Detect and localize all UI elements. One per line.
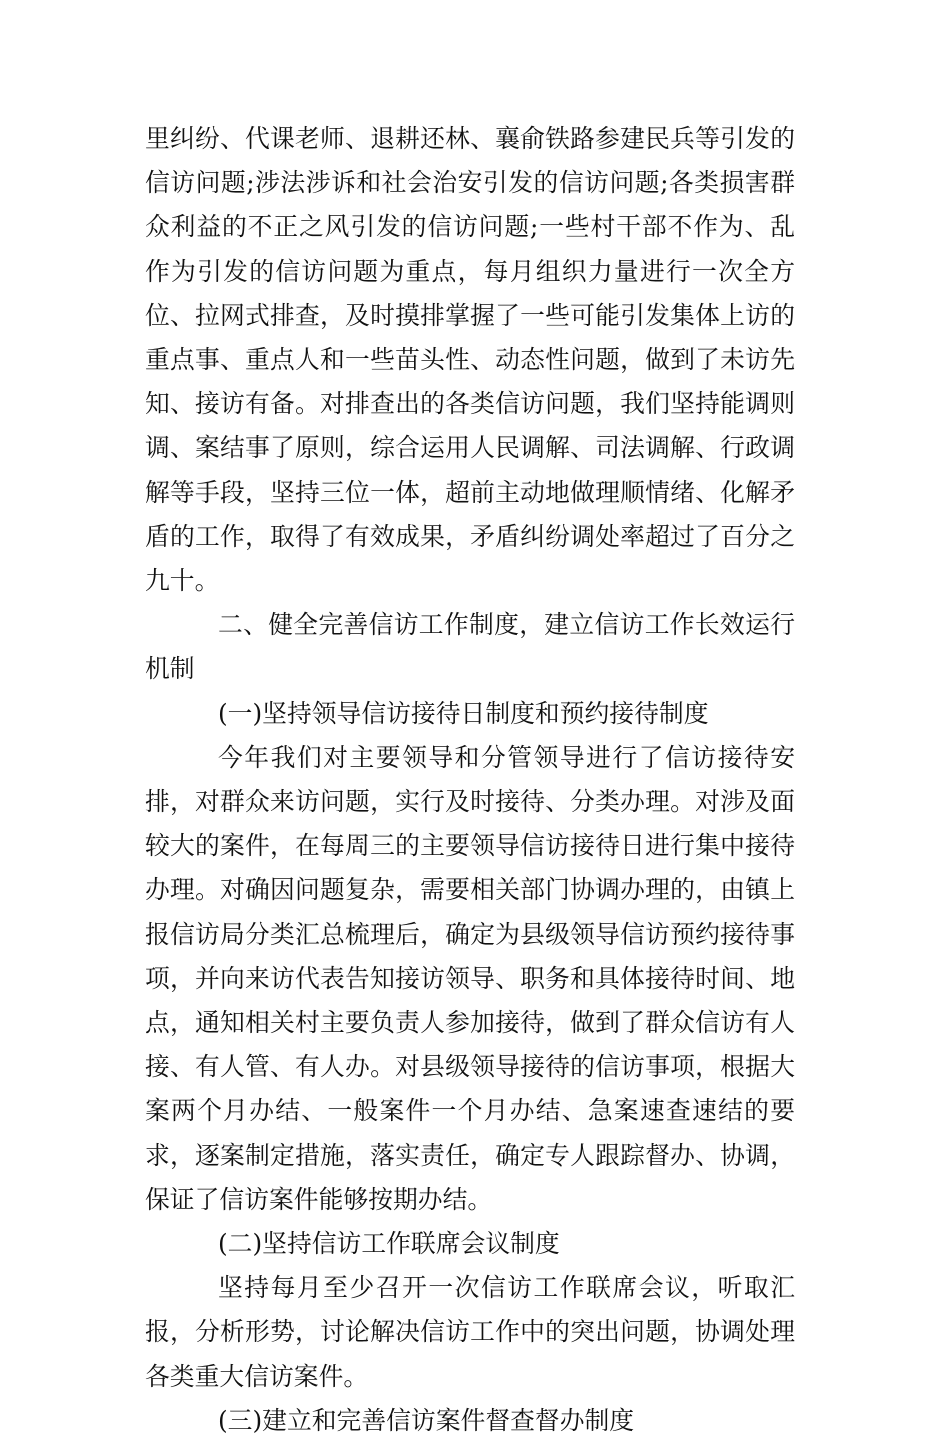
subsection-heading-2: (二)坚持信访工作联席会议制度 — [218, 1229, 560, 1259]
subsection-heading-1: (一)坚持领导信访接待日制度和预约接待制度 — [218, 698, 709, 728]
section-heading-2: 二、健全完善信访工作制度，建立信访工作长效运行机制 — [145, 610, 795, 684]
body-paragraph-meeting: 坚持每月至少召开一次信访工作联席会议，听取汇报，分析形势，讨论解决信访工作中的突出问题，协调处理各类重大信访案件。 — [145, 1273, 795, 1391]
body-paragraph-continued: 里纠纷、代课老师、退耕还林、襄俞铁路参建民兵等引发的信访问题;涉法涉诉和社会治安引发的信访问题;各类损害群众利益的不正之风引发的信访问题;一些村干部不作为、乱作为引发的信访问题为重点，每月组织力量进行一次全方位、拉网式排查，及时摸排掌握了一些可能引发集体上访的重点事、重点人和一些苗头性、动态性问题，做到了未访先知、接访有备。对排查出的各类信访问题，我们坚持能调则调、案结事了原则，综合运用人民调解、司法调解、行政调解等手段，坚持三位一体，超前主动地做理顺情绪、化解矛盾的工作，取得了有效成果，矛盾纠纷调处率超过了百分之九十。 — [145, 124, 795, 596]
document-body — [145, 117, 795, 1443]
subsection-heading-3: (三)建立和完善信访案件督查督办制度 — [218, 1405, 635, 1435]
body-paragraph-reception: 今年我们对主要领导和分管领导进行了信访接待安排，对群众来访问题，实行及时接待、分类办理。对涉及面较大的案件，在每周三的主要领导信访接待日进行集中接待办理。对确因问题复杂，需要相关部门协调办理的，由镇上报信访局分类汇总梳理后，确定为县级领导信访预约接待事项，并向来访代表告知接访领导、职务和具体接待时间、地点，通知相关村主要负责人参加接待，做到了群众信访有人接、有人管、有人办。对县级领导接待的信访事项，根据大案两个月办结、一般案件一个月办结、急案速查速结的要求，逐案制定措施，落实责任，确定专人跟踪督办、协调，保证了信访案件能够按期办结。 — [145, 742, 795, 1214]
